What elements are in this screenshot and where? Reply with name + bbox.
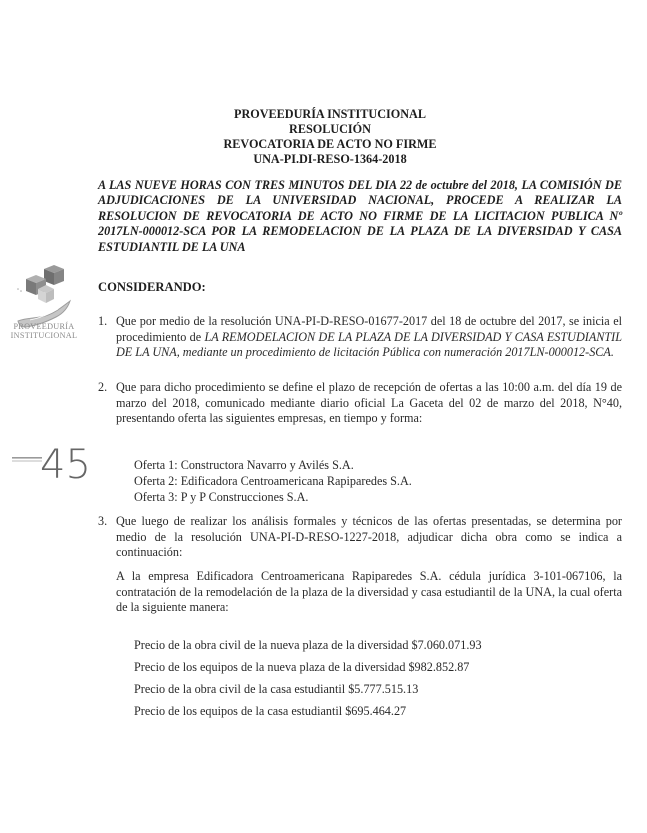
intro-paragraph: A LAS NUEVE HORAS CON TRES MINUTOS DEL DIA 22 de octubre del 2018, LA COMISIÓN DE ADJUDICACIONES DE LA UNIVERSIDAD NACIONAL, PROCEDE A REALIZAR LA RESOLUCION DE REVOCATORIA DE ACTO NO FIRME DE LA LICITACION PUBLICA Nº 2017LN-000012-SCA POR LA REMODELACION DE LA PLAZA DE LA DIVERSIDAD Y CASA ESTUDIANTIL DE LA UNA bbox=[98, 178, 622, 254]
item-number: 3. bbox=[98, 514, 108, 528]
award-paragraph: A la empresa Edificadora Centroamericana Rapiparedes S.A. cédula jurídica 3-101-067106, la contratación de la remodelación de la plaza de la diversidad y casa estudiantil de la UNA, la cual oferta de la siguiente manera: bbox=[116, 569, 622, 615]
item-text: Que luego de realizar los análisis formales y técnicos de las ofertas presentadas, se determina por medio de la resolución UNA-PI-D-RESO-1227-2018, adjudicar dicha obra como se indica a continuación: bbox=[116, 514, 622, 560]
item-text bbox=[116, 314, 622, 361]
considerando-item-1 bbox=[98, 314, 622, 361]
anniversary-number: 45 bbox=[40, 442, 91, 482]
logo-text-line-1: PROVEEDURÍA bbox=[13, 322, 75, 331]
price-list bbox=[134, 634, 482, 722]
considerando-item-3 bbox=[98, 514, 622, 561]
document-header bbox=[180, 107, 480, 167]
proveeduria-logo-text bbox=[4, 322, 84, 340]
header-type: RESOLUCIÓN bbox=[289, 122, 371, 136]
offer-item: Oferta 3: P y P Construcciones S.A. bbox=[134, 489, 309, 504]
logo-text-line-2: INSTITUCIONAL bbox=[10, 331, 78, 340]
offer-item: Oferta 1: Constructora Navarro y Avilés S.A. bbox=[134, 458, 354, 472]
cubes-icon bbox=[17, 265, 64, 303]
anniversary-logo-icon bbox=[12, 438, 102, 482]
item-text-italic: LA REMODELACION DE LA PLAZA DE LA DIVERSIDAD Y CASA ESTUDIANTIL DE LA UNA, mediante un procedimiento de licitación Pública con numeración 2017LN-000012-SCA. bbox=[116, 329, 623, 360]
item-text: Que para dicho procedimiento se define el plazo de recepción de ofertas a las 10:00 a.m. del día 19 de marzo del 2018, comunicado mediante diario oficial La Gaceta del 02 de marzo del 2018, N°40, presentando oferta las siguientes empresas, en tiempo y forma: bbox=[116, 380, 622, 426]
price-item: Precio de la obra civil de la casa estudiantil $5.777.515.13 bbox=[134, 682, 419, 696]
price-item: Precio de los equipos de la casa estudiantil $695.464.27 bbox=[134, 704, 407, 718]
offers-list bbox=[134, 458, 412, 505]
price-item: Precio de los equipos de la nueva plaza de la diversidad $982.852.87 bbox=[134, 660, 470, 674]
price-item: Precio de la obra civil de la nueva plaza de la diversidad $7.060.071.93 bbox=[134, 638, 482, 652]
item-text-regular: Que por medio de la resolución UNA-PI-D-RESO-01677-2017 del 18 de octubre del 2017, se inicia el procedimiento de bbox=[116, 314, 622, 344]
header-subject: REVOCATORIA DE ACTO NO FIRME bbox=[223, 137, 437, 151]
section-heading-considerando: CONSIDERANDO: bbox=[98, 280, 206, 294]
header-reference: UNA-PI.DI-RESO-1364-2018 bbox=[253, 152, 407, 166]
item-number: 2. bbox=[98, 380, 108, 394]
anniversary-logo bbox=[12, 438, 102, 482]
considerando-item-2 bbox=[98, 380, 622, 427]
header-institution: PROVEEDURÍA INSTITUCIONAL bbox=[234, 107, 426, 121]
item-number: 1. bbox=[98, 314, 108, 328]
offer-item: Oferta 2: Edificadora Centroamericana Rapiparedes S.A. bbox=[134, 473, 412, 488]
